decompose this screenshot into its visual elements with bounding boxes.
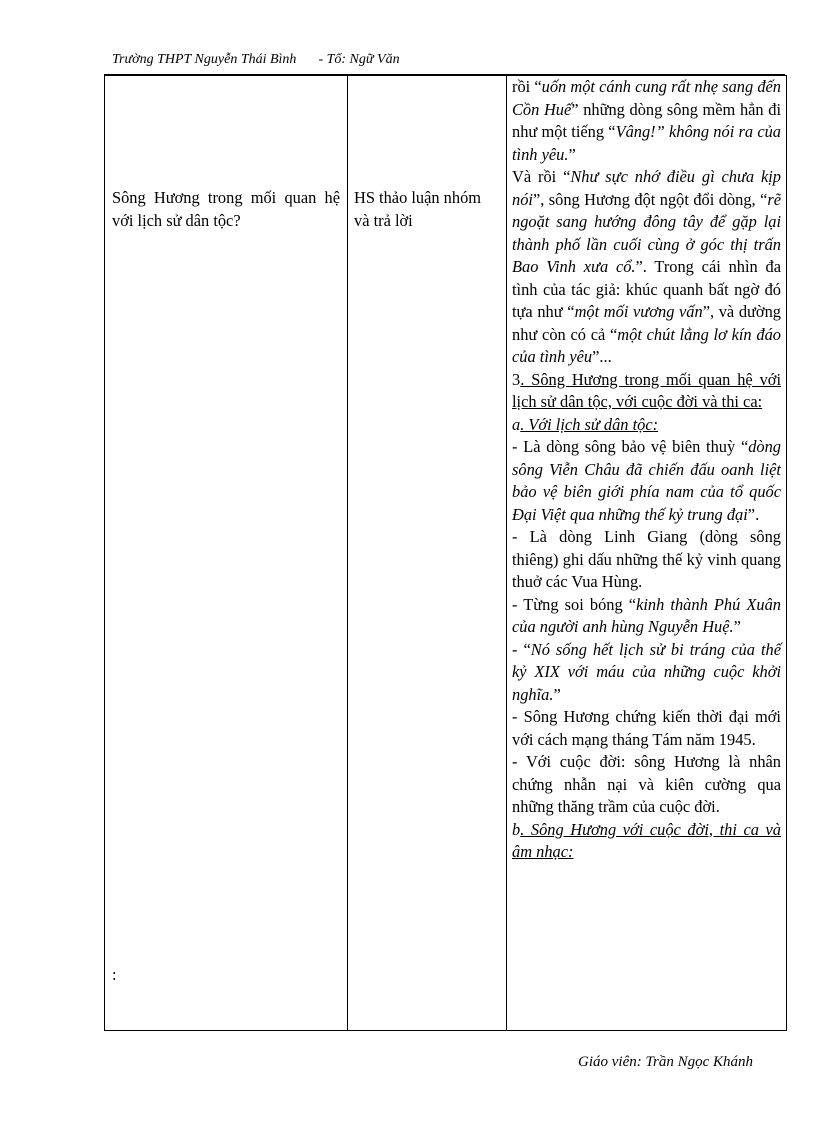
quote-span: uốn một cánh cung rất nhẹ sang đến Cồn Huế [512, 77, 781, 119]
quote-span: Nó sống hết lịch sử bi tráng của thế kỷ XIX với máu của những cuộc khởi nghĩa. [512, 639, 781, 704]
heading-text: . Sông Hương với cuộc đời, thi ca và âm nhạc: [512, 819, 781, 861]
text-span: ” [568, 144, 576, 164]
text-span: Và rồi “ [512, 167, 571, 186]
activity-cell [348, 76, 507, 1031]
text-span: ” [733, 617, 741, 636]
activity-text: HS thảo luận nhóm và trả lời [354, 188, 482, 230]
bullet-border-guard [512, 436, 781, 526]
content-body [507, 76, 786, 864]
text-span: ”. [747, 504, 760, 524]
bullet-life-witness: - Với cuộc đời: sông Hương là nhân chứng nhẫn nại và kiên cường qua những thăng trầm của cuộc đời. [512, 752, 781, 816]
quote-span: một chút lẳng lơ kín đáo của tình yêu [512, 324, 781, 366]
heading-text: . Sông Hương trong mối quan hệ với lịch sử dân tộc, với cuộc đời và thi ca: [512, 369, 781, 411]
bullet-revolution: - Sông Hương chứng kiến thời đại mới với cách mạng tháng Tám năm 1945. [512, 707, 781, 749]
table-row [105, 76, 787, 1031]
text-span: - Từng soi bóng “ [512, 594, 637, 614]
bullet-phu-xuan [512, 594, 781, 639]
question-text: Sông Hương trong mối quan hệ với lịch sử dân tộc? [112, 188, 340, 230]
heading-number: 3 [512, 369, 521, 389]
section-heading-3 [512, 369, 781, 414]
text-span: ”, sông Hương đột ngột đổi dòng, “ [532, 189, 768, 209]
content-cell [507, 76, 787, 1031]
quote-span: một mối vương vấn [574, 302, 703, 321]
question-cell [105, 76, 348, 1031]
quote-span: kinh thành Phú Xuân của người anh hùng Nguyễn Huệ. [512, 594, 781, 636]
lesson-table [104, 75, 787, 1031]
subheading-b [512, 819, 781, 864]
text-span: ” [553, 684, 561, 704]
text-span: ”. Trong cái nhìn đa tình của tác giả: khúc quanh bất ngờ đó tựa như “ [512, 257, 781, 321]
colon-mark: : [112, 965, 117, 984]
bullet-nineteenth-century [512, 639, 781, 707]
department-name: - Tổ: Ngữ Văn [318, 52, 400, 67]
bullet-linh-giang: - Là dòng Linh Giang (dòng sông thiêng) ghi dấu những thế kỷ vinh quang thuở các Vua Hùng. [512, 527, 781, 591]
text-span: - “ [512, 639, 531, 659]
teacher-signature: Giáo viên: Trần Ngọc Khánh [578, 1054, 753, 1070]
school-name: Trường THPT Nguyễn Thái Bình [112, 52, 297, 67]
quote-span: rẽ ngoặt sang hướng đông tây để gặp lại thành phố lần cuối cùng ở góc thị trấn Bao Vinh xưa cổ. [512, 189, 781, 276]
heading-number: b [512, 819, 521, 839]
subheading-a [512, 414, 781, 437]
text-span: ”... [592, 347, 612, 366]
paragraph-river-turn [512, 166, 781, 369]
text-span: - Là dòng sông bảo vệ biên thuỳ “ [512, 437, 749, 456]
text-span: ” những dòng sông mềm hẳn đi như một tiếng “ [512, 99, 781, 141]
page-header [112, 52, 400, 68]
quote-span: Vâng!” không nói ra của tình yêu. [512, 122, 781, 164]
heading-number: a [512, 414, 521, 434]
quote-span: dòng sông Viễn Châu đã chiến đấu oanh liệt bảo vệ biên giới phía nam của tổ quốc Đại Việt qua những thế kỷ trung đại [512, 437, 781, 524]
text-span: ”, và dường như còn có cả “ [512, 302, 781, 344]
text-span: rồi “ [512, 77, 542, 96]
quote-span: Như sực nhớ điều gì chưa kịp nói [512, 167, 782, 209]
heading-text: . Với lịch sử dân tộc: [520, 414, 659, 434]
paragraph-river-bend [512, 76, 781, 166]
